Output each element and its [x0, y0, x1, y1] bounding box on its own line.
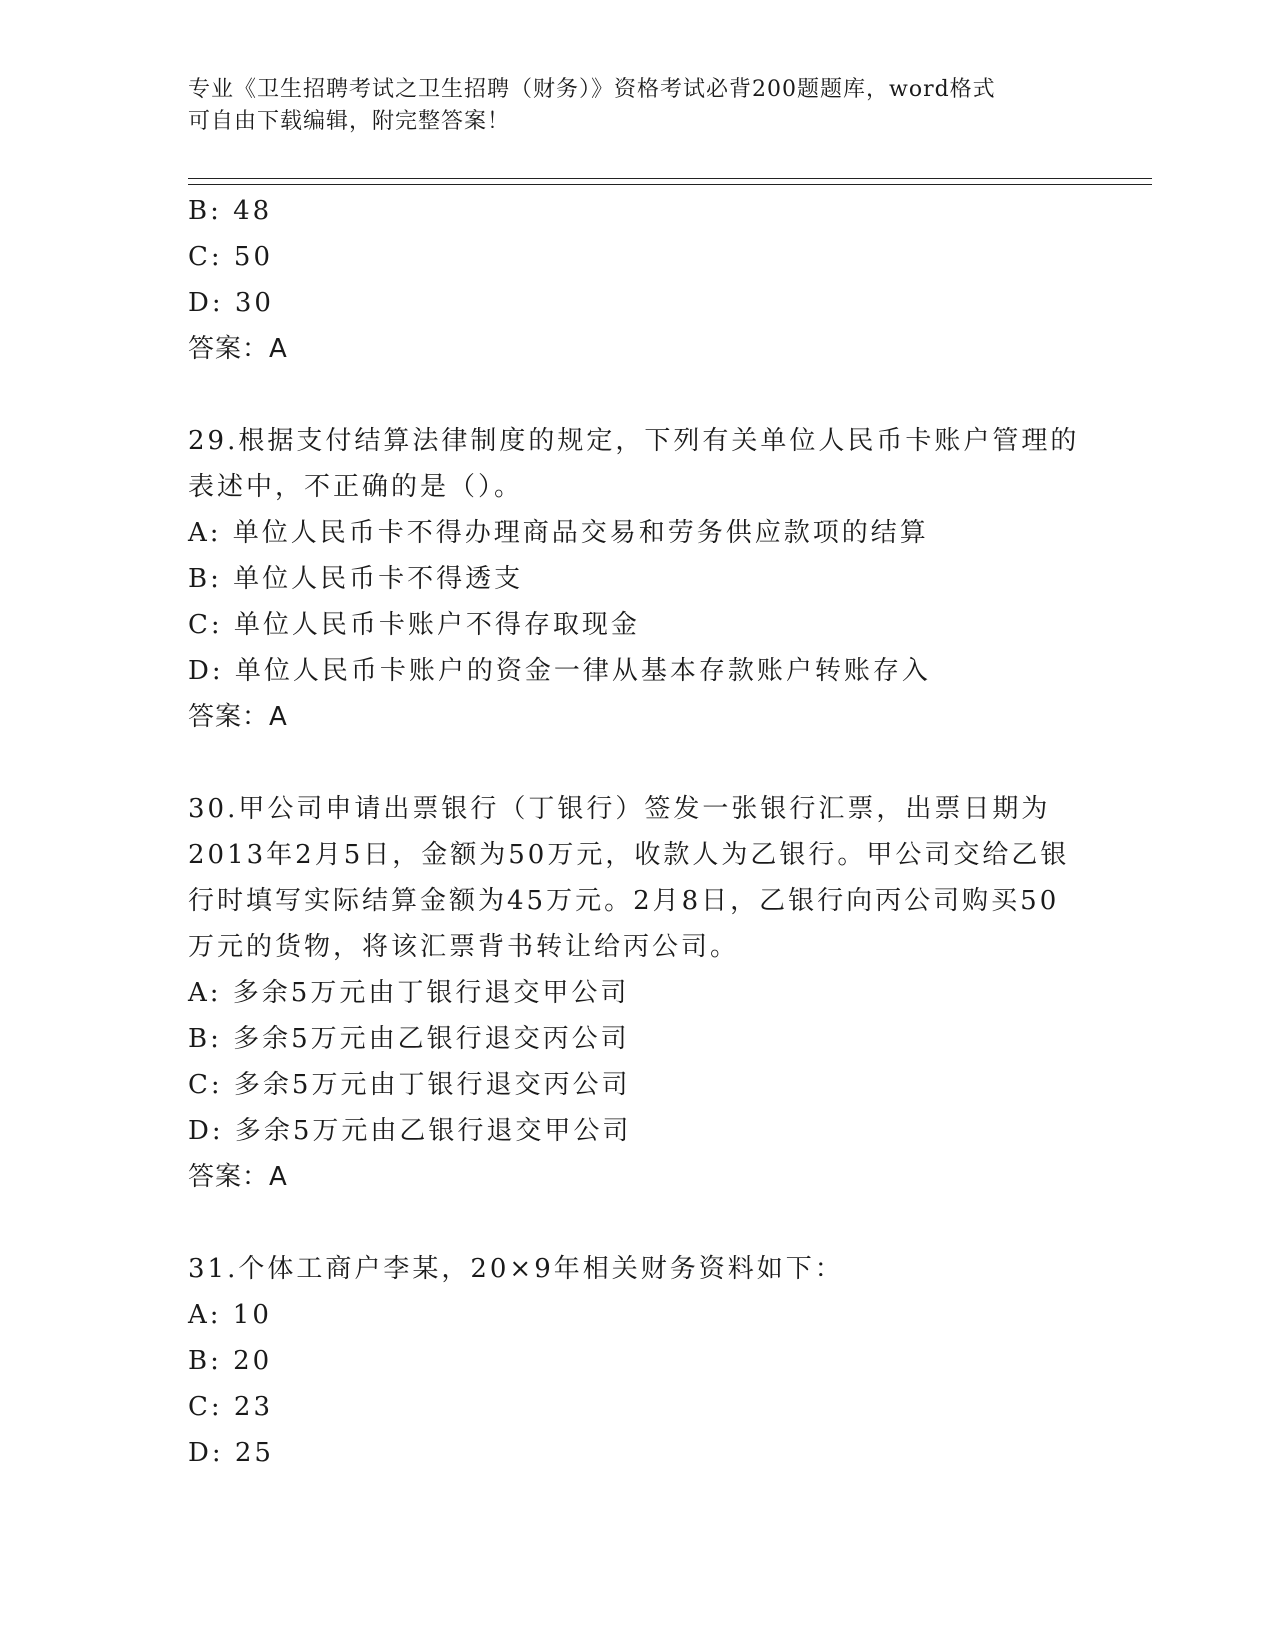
option-c: C: 单位人民币卡账户不得存取现金 [188, 610, 640, 640]
header-line-2: 可自由下载编辑，附完整答案！ [188, 109, 511, 134]
header-line-1: 专业《卫生招聘考试之卫生招聘（财务）》资格考试必背200题题库，word格式 [188, 77, 996, 102]
question-29 [188, 418, 1088, 740]
question-stem-line: 30.甲公司申请出票银行（丁银行）签发一张银行汇票，出票日期为 [188, 794, 1051, 824]
answer: 答案：A [188, 702, 288, 732]
question-stem-line: 行时填写实际结算金额为45万元。2月8日，乙银行向丙公司购买50 [188, 886, 1060, 916]
option-c: C: 50 [188, 242, 274, 272]
question-stem-line: 表述中，不正确的是（）。 [188, 472, 524, 502]
option-c: C: 多余5万元由丁银行退交丙公司 [188, 1070, 631, 1100]
option-a: A: 单位人民币卡不得办理商品交易和劳务供应款项的结算 [188, 518, 929, 548]
option-c: C: 23 [188, 1392, 274, 1422]
option-b: B: 单位人民币卡不得透支 [188, 564, 524, 594]
spacer [188, 740, 1088, 786]
option-d: D: 30 [188, 288, 274, 318]
option-b: B: 48 [188, 196, 273, 226]
question-30 [188, 786, 1088, 1200]
answer: 答案：A [188, 1162, 288, 1192]
option-d: D: 单位人民币卡账户的资金一律从基本存款账户转账存入 [188, 656, 931, 686]
spacer [188, 1200, 1088, 1246]
option-a: A: 10 [188, 1300, 272, 1330]
answer: 答案：A [188, 334, 288, 364]
question-31 [188, 1246, 1088, 1476]
option-d: D: 多余5万元由乙银行退交甲公司 [188, 1116, 632, 1146]
question-stem-line: 2013年2月5日，金额为50万元，收款人为乙银行。甲公司交给乙银 [188, 840, 1070, 870]
option-d: D: 25 [188, 1438, 274, 1468]
option-b: B: 20 [188, 1346, 273, 1376]
question-stem-line: 29.根据支付结算法律制度的规定，下列有关单位人民币卡账户管理的 [188, 426, 1080, 456]
spacer [188, 372, 1088, 418]
question-stem-line: 万元的货物，将该汇票背书转让给丙公司。 [188, 932, 740, 962]
header-divider [188, 178, 1152, 185]
option-a: A: 多余5万元由丁银行退交甲公司 [188, 978, 630, 1008]
question-stem-line: 31.个体工商户李某，20×9年相关财务资料如下： [188, 1254, 844, 1284]
question-content [188, 188, 1088, 1476]
page-header [188, 74, 1088, 138]
option-b: B: 多余5万元由乙银行退交丙公司 [188, 1024, 630, 1054]
question-28 [188, 188, 1088, 372]
